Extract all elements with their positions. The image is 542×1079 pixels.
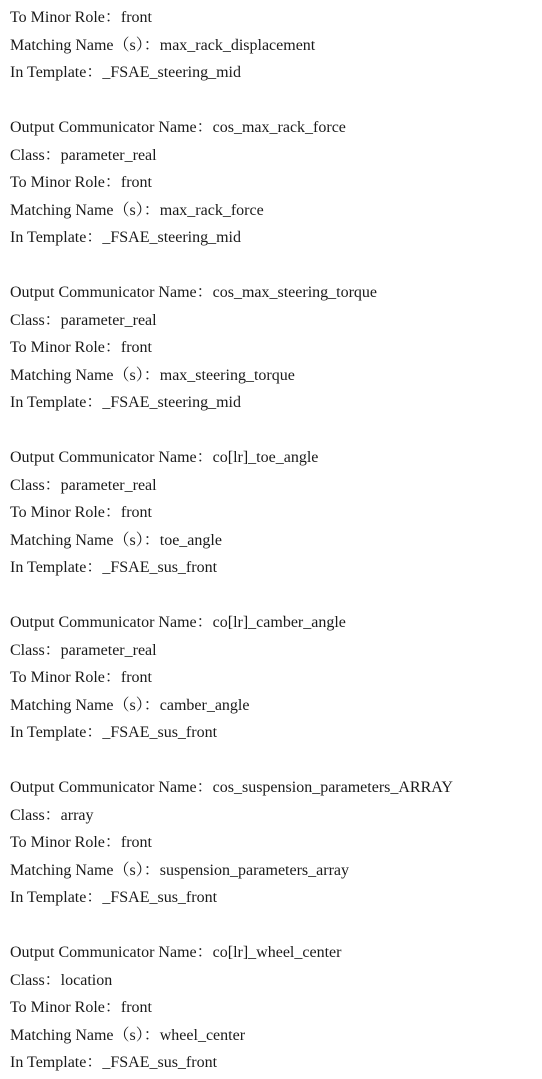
- text-line: In Template：_FSAE_steering_mid: [10, 229, 242, 246]
- document-body: [10, 4, 538, 1077]
- text-line: Class：array: [10, 806, 94, 824]
- text-line: Output Communicator Name：co[lr]_camber_angle: [10, 614, 346, 631]
- blank-line: [10, 747, 538, 775]
- blank-line: [10, 417, 538, 445]
- text-line: Matching Name（s）：wheel_center: [10, 1026, 246, 1044]
- text-line: In Template：_FSAE_sus_front: [10, 559, 218, 576]
- blank-line: [10, 87, 538, 115]
- text-line: To Minor Role：front: [10, 834, 152, 851]
- text-line: To Minor Role：front: [10, 999, 152, 1016]
- text-line: Class：parameter_real: [10, 146, 157, 164]
- text-line: In Template：_FSAE_sus_front: [10, 724, 218, 741]
- text-line: Matching Name（s）：max_rack_force: [10, 201, 264, 219]
- blank-line: [10, 912, 538, 940]
- text-line: To Minor Role：front: [10, 669, 152, 686]
- text-line: In Template：_FSAE_sus_front: [10, 1054, 218, 1071]
- text-line: Class：parameter_real: [10, 476, 157, 494]
- text-line: Output Communicator Name：co[lr]_wheel_center: [10, 944, 342, 961]
- blank-line: [10, 582, 538, 610]
- text-line: Matching Name（s）：suspension_parameters_array: [10, 861, 350, 879]
- text-line: In Template：_FSAE_steering_mid: [10, 394, 242, 411]
- text-line: Class：parameter_real: [10, 641, 157, 659]
- text-line: To Minor Role：front: [10, 504, 152, 521]
- text-line: Output Communicator Name：co[lr]_toe_angle: [10, 449, 319, 466]
- text-line: Matching Name（s）：max_rack_displacement: [10, 36, 316, 54]
- blank-line: [10, 252, 538, 280]
- text-line: To Minor Role：front: [10, 339, 152, 356]
- text-line: In Template：_FSAE_sus_front: [10, 889, 218, 906]
- text-line: Matching Name（s）：camber_angle: [10, 696, 250, 714]
- text-line: In Template：_FSAE_steering_mid: [10, 64, 242, 81]
- text-line: Class：location: [10, 971, 113, 989]
- text-line: Matching Name（s）：max_steering_torque: [10, 366, 295, 384]
- text-line: Class：parameter_real: [10, 311, 157, 329]
- text-line: Output Communicator Name：cos_suspension_parameters_ARRAY: [10, 779, 453, 796]
- text-line: Output Communicator Name：cos_max_rack_force: [10, 119, 346, 136]
- text-line: Matching Name（s）：toe_angle: [10, 531, 222, 549]
- text-line: To Minor Role：front: [10, 174, 152, 191]
- text-line: To Minor Role：front: [10, 9, 152, 26]
- text-line: Output Communicator Name：cos_max_steering_torque: [10, 284, 378, 301]
